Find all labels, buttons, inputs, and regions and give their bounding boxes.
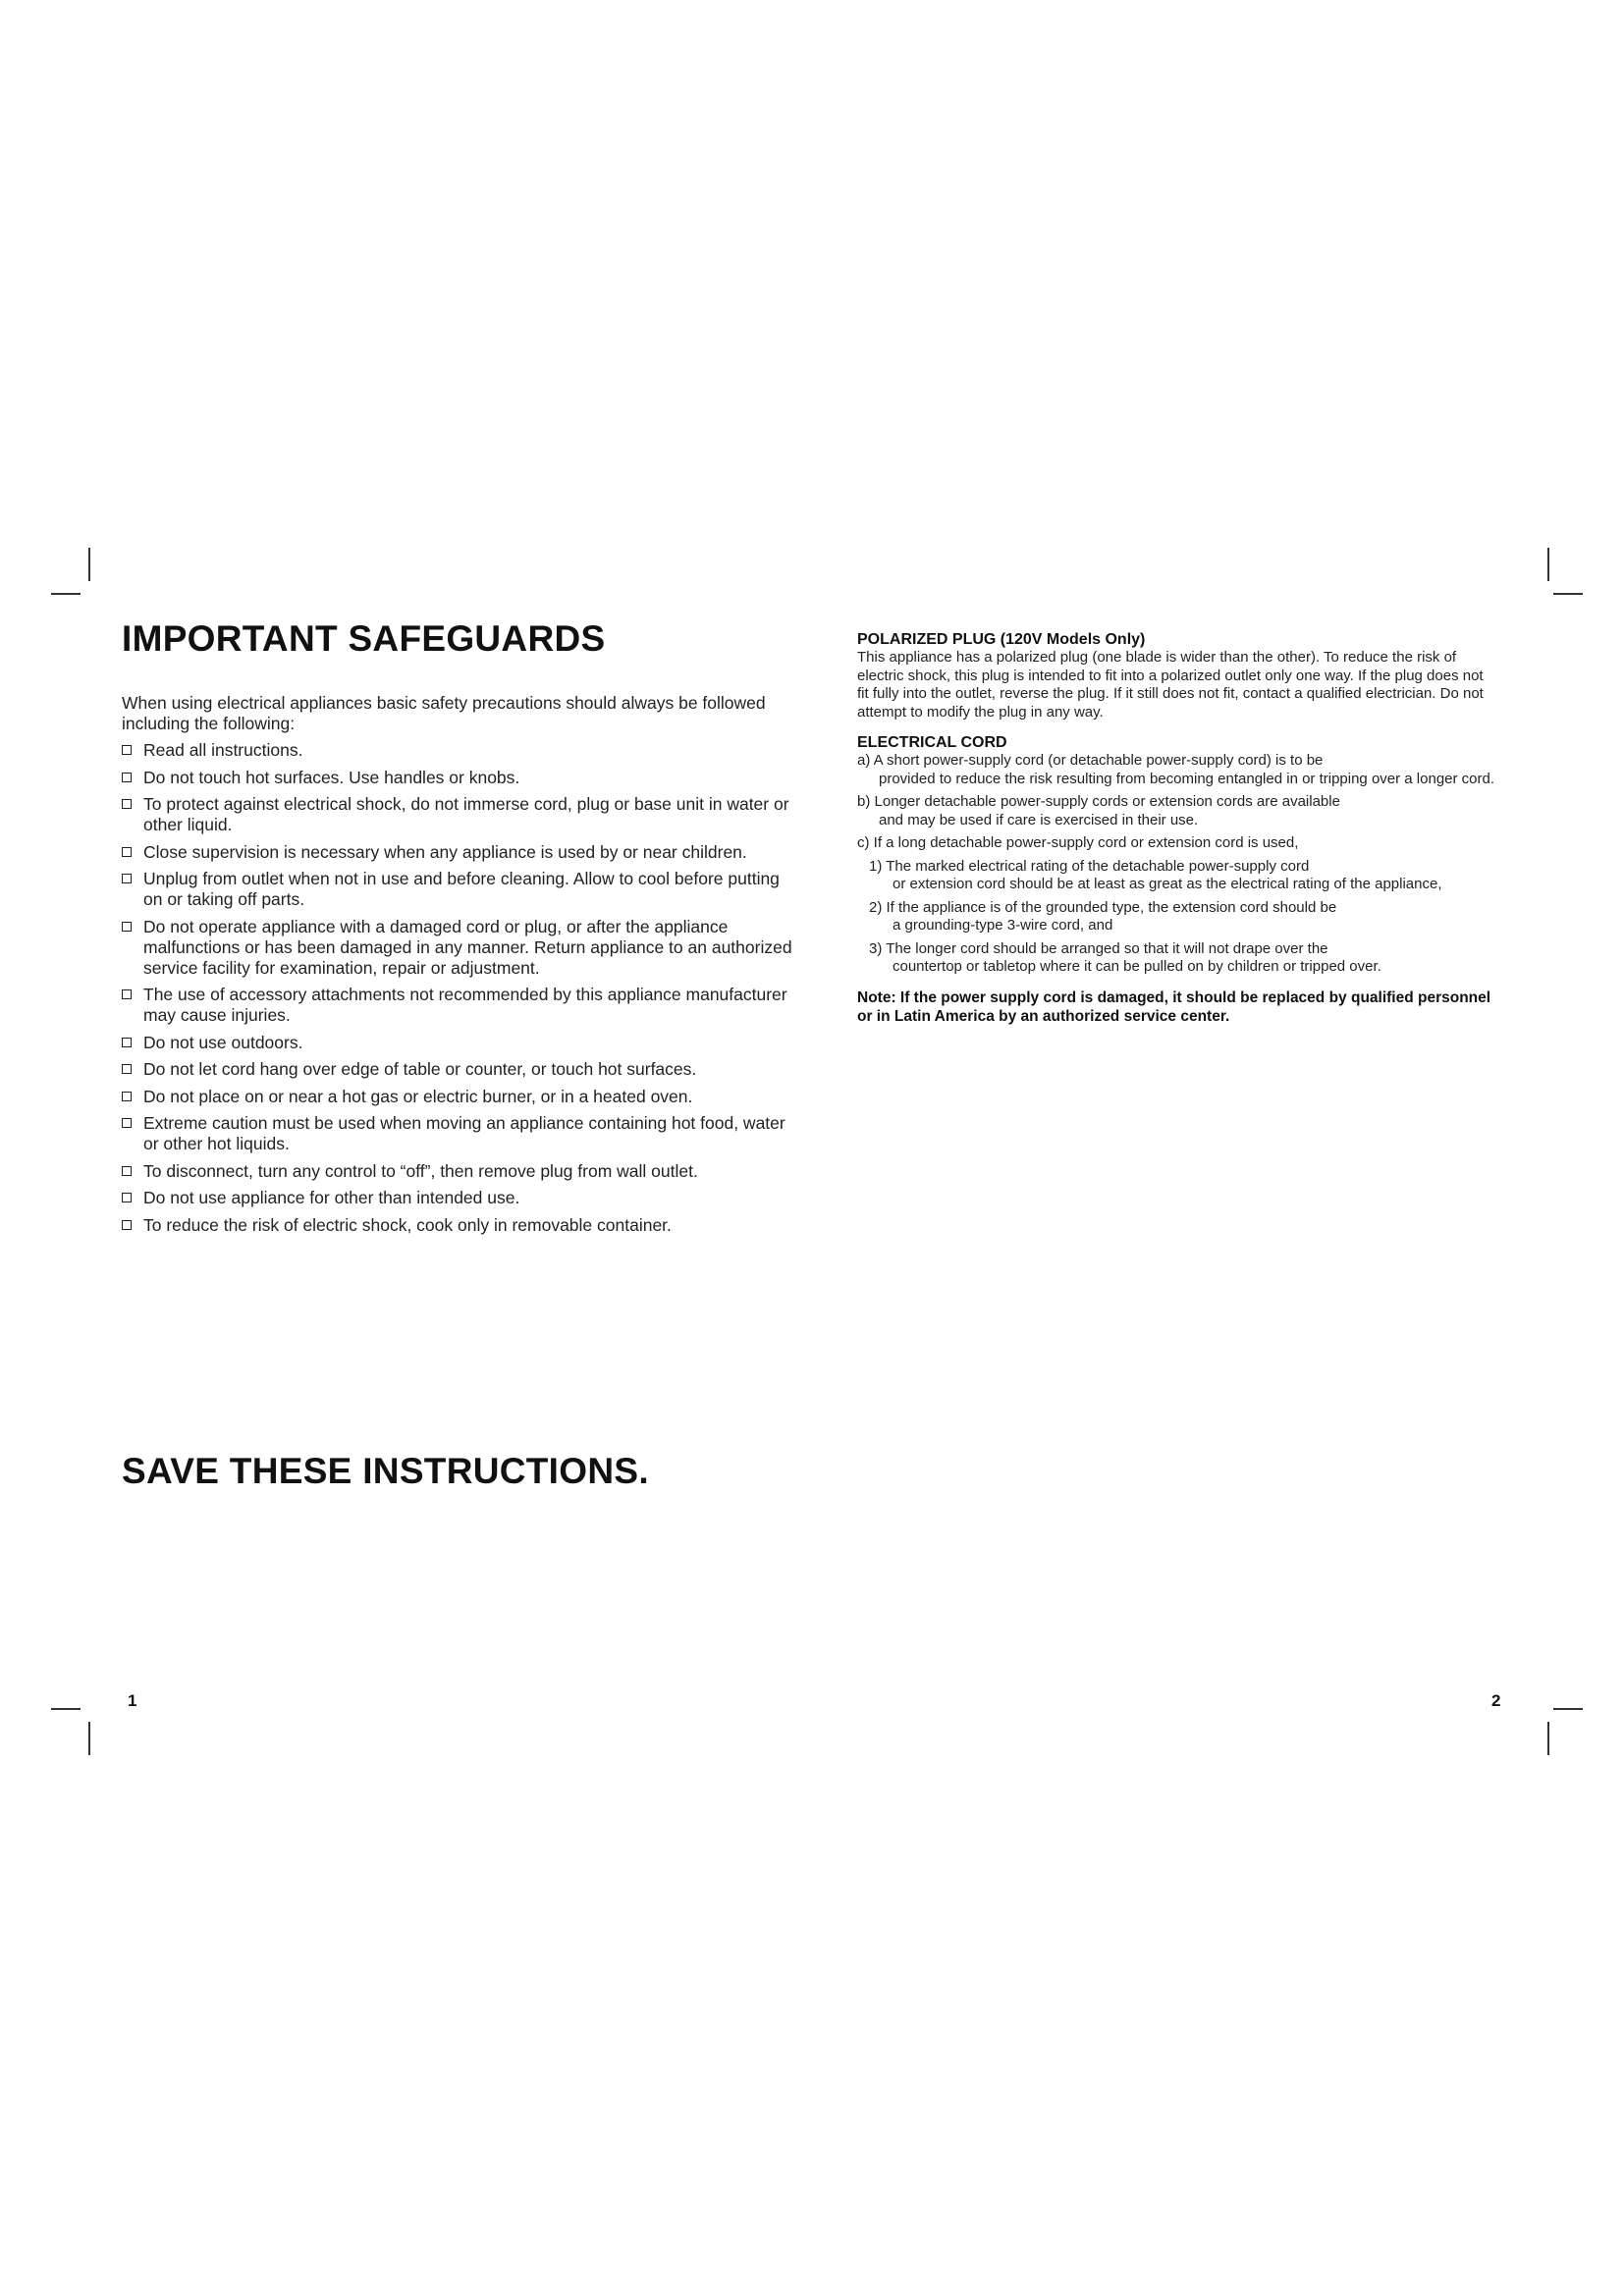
cord-sublist <box>857 858 1495 977</box>
safeguard-item <box>122 740 799 761</box>
safeguard-text: Do not let cord hang over edge of table or counter, or touch hot surfaces. <box>143 1059 697 1079</box>
checkbox-icon <box>122 1064 132 1074</box>
safeguard-text: Do not touch hot surfaces. Use handles or knobs. <box>143 767 520 787</box>
safeguard-list <box>122 740 799 1236</box>
checkbox-icon <box>122 989 132 999</box>
safeguard-item <box>122 1215 799 1236</box>
safeguard-item <box>122 842 799 863</box>
safeguard-item <box>122 768 799 788</box>
safeguard-item <box>122 869 799 910</box>
safeguard-item <box>122 1087 799 1107</box>
cord-item-lead: c) If a long detachable power-supply cord or extension cord is used, <box>857 834 1299 851</box>
cord-item-continuation: or extension cord should be at least as great as the electrical rating of the appliance, <box>893 876 1442 892</box>
safeguard-item <box>122 1059 799 1080</box>
page-number: 1 <box>128 1691 137 1710</box>
checkbox-icon <box>122 799 132 809</box>
cord-item-lead: a) A short power-supply cord (or detachable power-supply cord) is to be <box>857 752 1324 769</box>
checkbox-icon <box>122 1220 132 1230</box>
safeguard-item <box>122 985 799 1026</box>
safeguard-text: Do not use appliance for other than intended use. <box>143 1188 520 1207</box>
safeguard-text: Close supervision is necessary when any appliance is used by or near children. <box>143 841 747 862</box>
cord-list <box>857 752 1495 853</box>
page-title: IMPORTANT SAFEGUARDS <box>122 618 606 659</box>
safeguard-text: To disconnect, turn any control to “off”, then remove plug from wall outlet. <box>143 1160 698 1181</box>
safeguard-item <box>122 1161 799 1182</box>
polarized-plug-text: This appliance has a polarized plug (one blade is wider than the other). To reduce the risk of electric shock, this plug is intended to fit into a polarized outlet only one way. If the plug does not fit fully into the outlet, reverse the plug. If it still does not fit, contact a qualified electrician. Do not attempt to modify the plug in any way. <box>857 649 1484 721</box>
crop-mark <box>1553 1708 1583 1710</box>
cord-item-lead: 2) If the appliance is of the grounded type, the extension cord should be <box>869 898 1337 916</box>
intro-text: When using electrical appliances basic safety precautions should always be followed including the following: <box>122 693 766 733</box>
page-number: 2 <box>1491 1691 1501 1710</box>
safeguard-text: Do not place on or near a hot gas or electric burner, or in a heated oven. <box>143 1086 693 1106</box>
save-instructions-heading: SAVE THESE INSTRUCTIONS. <box>122 1451 649 1491</box>
cord-item-continuation: countertop or tabletop where it can be pulled on by children or tripped over. <box>893 958 1381 975</box>
checkbox-icon <box>122 1193 132 1202</box>
safeguard-item <box>122 1033 799 1053</box>
safeguard-text: To protect against electrical shock, do not immerse cord, plug or base unit in water or other liquid. <box>143 794 789 834</box>
safeguard-item <box>122 1188 799 1208</box>
cord-item <box>857 858 1495 894</box>
safeguard-item <box>122 1113 799 1154</box>
cord-item-lead: 3) The longer cord should be arranged so that it will not drape over the <box>869 939 1328 957</box>
crop-mark <box>51 1708 81 1710</box>
crop-mark <box>88 548 90 581</box>
safeguard-text: Read all instructions. <box>143 740 303 760</box>
checkbox-icon <box>122 1166 132 1176</box>
polarized-plug-heading: POLARIZED PLUG (120V Models Only) <box>857 631 1146 648</box>
right-page-content <box>857 630 1495 1026</box>
checkbox-icon <box>122 874 132 883</box>
crop-mark <box>51 593 81 595</box>
checkbox-icon <box>122 773 132 782</box>
safeguard-item <box>122 917 799 979</box>
crop-mark <box>1547 1722 1549 1755</box>
checkbox-icon <box>122 745 132 755</box>
electrical-cord-heading: ELECTRICAL CORD <box>857 734 1007 751</box>
cord-item-continuation: provided to reduce the risk resulting from becoming entangled in or tripping over a longer cord. <box>879 770 1495 787</box>
safeguard-text: Extreme caution must be used when moving an appliance containing hot food, water or other hot liquids. <box>143 1113 785 1153</box>
crop-mark <box>1547 548 1549 581</box>
cord-item-continuation: and may be used if care is exercised in their use. <box>879 811 1199 828</box>
safeguard-text: To reduce the risk of electric shock, cook only in removable container. <box>143 1214 672 1235</box>
cord-item-lead: b) Longer detachable power-supply cords or extension cords are available <box>857 793 1340 810</box>
cord-item <box>857 793 1495 829</box>
cord-item <box>857 940 1495 977</box>
crop-mark <box>1553 593 1583 595</box>
checkbox-icon <box>122 1038 132 1047</box>
left-page-content <box>122 618 799 1242</box>
cord-item <box>857 899 1495 935</box>
safeguard-text: Do not use outdoors. <box>143 1032 303 1052</box>
cord-item <box>857 752 1495 788</box>
checkbox-icon <box>122 1118 132 1128</box>
safeguard-text: Unplug from outlet when not in use and before cleaning. Allow to cool before putting on or taking off parts. <box>143 869 780 909</box>
checkbox-icon <box>122 847 132 857</box>
cord-item <box>857 834 1495 853</box>
checkbox-icon <box>122 1092 132 1101</box>
cord-item-continuation: a grounding-type 3-wire cord, and <box>893 917 1113 934</box>
safeguard-text: Do not operate appliance with a damaged cord or plug, or after the appliance malfunctions or has been damaged in any manner. Return appliance to an authorized service facility for examination, repair or adjustment. <box>143 916 792 978</box>
note-text: Note: If the power supply cord is damaged, it should be replaced by qualified personnel or in Latin America by an authorized service center. <box>857 988 1491 1025</box>
crop-mark <box>88 1722 90 1755</box>
checkbox-icon <box>122 922 132 932</box>
cord-item-lead: 1) The marked electrical rating of the detachable power-supply cord <box>869 857 1310 875</box>
safeguard-text: The use of accessory attachments not recommended by this appliance manufacturer may cause injuries. <box>143 985 787 1025</box>
safeguard-item <box>122 794 799 835</box>
